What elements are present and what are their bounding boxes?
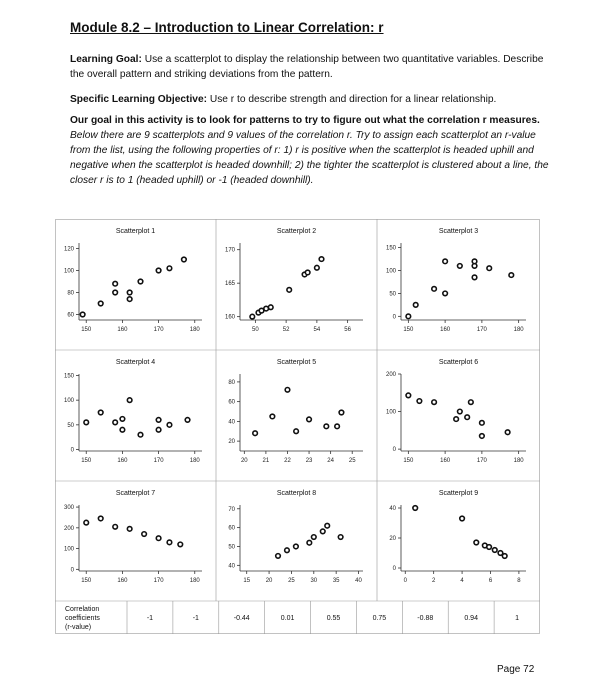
scatterplot-9-x-tick-label: 4 — [460, 578, 464, 584]
scatterplot-3-point — [509, 273, 514, 278]
correlation-value: 1 — [515, 615, 520, 622]
scatterplot-5-point — [335, 424, 340, 429]
scatterplot-3-point — [413, 303, 418, 308]
scatterplot-4-point — [98, 410, 103, 415]
scatterplot-9-title: Scatterplot 9 — [438, 490, 479, 497]
scatterplot-7-point — [167, 540, 172, 545]
correlation-value: 0.75 — [372, 615, 387, 622]
scatterplot-2-title: Scatterplot 2 — [276, 228, 317, 235]
scatterplot-4-y-tick-label: 100 — [63, 398, 74, 405]
scatterplot-7-point — [127, 527, 132, 532]
scatterplot-4-point — [127, 398, 132, 403]
scatterplot-3-point — [443, 259, 448, 264]
scatterplot-3-point — [432, 287, 437, 292]
scatterplot-1-x-tick-label: 170 — [153, 327, 164, 333]
learning-goal-text: Use a scatterplot to display the relationship between two quantitative variables. Describe the overall pattern and striking deviations from the pattern. — [70, 54, 544, 80]
scatterplot-6-point — [469, 400, 474, 405]
scatterplot-1-y-tick-label: 60 — [67, 312, 74, 319]
scatterplot-grid — [55, 219, 540, 634]
scatterplot-6-y-tick-label: 200 — [385, 372, 396, 378]
scatterplot-4-y-tick-label: 0 — [70, 447, 74, 454]
scatterplot-2-x-tick-label: 50 — [252, 327, 259, 333]
scatterplot-7-x-tick-label: 150 — [81, 578, 92, 584]
scatterplot-1-point — [80, 312, 85, 317]
page-number: Page 72 — [497, 664, 535, 675]
scatterplot-8-x-tick-label: 35 — [332, 578, 340, 584]
correlation-value: -1 — [192, 615, 199, 622]
scatterplot-8-point — [312, 535, 317, 540]
scatterplot-1-point — [113, 290, 118, 295]
scatterplot-7-point — [113, 524, 118, 529]
scatterplot-9-point — [502, 554, 507, 559]
scatterplot-9-y-tick-label: 0 — [392, 566, 396, 572]
scatterplot-4-x-tick-label: 170 — [153, 458, 164, 464]
scatterplot-8-point — [338, 535, 343, 540]
scatterplot-7-x-tick-label: 170 — [153, 578, 164, 584]
scatterplot-9-x-tick-label: 8 — [517, 578, 521, 584]
scatterplot-5-y-tick-label: 60 — [228, 399, 235, 406]
scatterplot-3-point — [443, 291, 448, 296]
scatterplot-9-y-tick-label: 20 — [389, 536, 396, 542]
scatterplot-9-point — [487, 545, 492, 550]
scatterplot-3-x-tick-label: 160 — [440, 327, 451, 333]
scatterplot-5-point — [285, 387, 290, 392]
scatterplot-4-point — [120, 427, 125, 432]
scatterplot-3-y-tick-label: 0 — [392, 314, 396, 321]
scatterplot-5-point — [339, 410, 344, 415]
scatterplot-1-x-tick-label: 150 — [81, 327, 92, 333]
scatterplot-4-y-tick-label: 150 — [63, 373, 74, 380]
scatterplot-9-point — [492, 548, 497, 553]
scatterplot-2-y-tick-label: 165 — [224, 281, 235, 288]
scatterplot-3-x-tick-label: 150 — [403, 327, 414, 333]
scatterplot-9-x-tick-label: 6 — [488, 578, 493, 584]
scatterplot-3-point — [472, 259, 477, 264]
scatterplot-7-x-tick-label: 180 — [189, 578, 200, 584]
scatterplot-5-x-tick-label: 24 — [327, 458, 334, 464]
scatterplot-6-y-tick-label: 100 — [385, 409, 396, 416]
specific-objective-text: Use r to describe strength and direction for a linear relationship. — [209, 94, 497, 105]
scatterplot-8-x-tick-label: 15 — [243, 578, 251, 584]
scatterplot-1-point — [127, 297, 132, 302]
scatterplot-3-x-tick-label: 170 — [476, 327, 487, 333]
scatterplot-6-y-tick-label: 0 — [392, 447, 396, 454]
scatterplot-7-y-tick-label: 0 — [70, 567, 74, 574]
scatterplot-6-point — [480, 434, 485, 439]
scatterplot-1-point — [98, 301, 103, 306]
correlation-value: 0.55 — [326, 615, 341, 622]
scatterplot-8-y-tick-label: 70 — [228, 506, 235, 513]
scatterplot-7-point — [142, 532, 147, 537]
scatterplot-7-point — [98, 516, 103, 521]
scatterplot-6-point — [505, 430, 510, 435]
scatterplot-1-point — [182, 257, 187, 262]
correlation-value: -0.88 — [417, 615, 434, 622]
scatterplot-1-x-tick-label: 160 — [117, 327, 128, 333]
scatterplot-3-x-tick-label: 180 — [513, 327, 524, 333]
scatterplot-5-x-tick-label: 22 — [284, 458, 291, 464]
scatterplot-grid-svg — [55, 219, 540, 634]
scatterplot-8-x-tick-label: 40 — [355, 578, 362, 584]
scatterplot-8-y-tick-label: 40 — [228, 563, 235, 570]
scatterplot-5-y-tick-label: 80 — [228, 379, 235, 386]
scatterplot-5-x-tick-label: 23 — [305, 458, 313, 464]
specific-objective — [70, 92, 550, 107]
scatterplot-9-point — [413, 506, 418, 511]
scatterplot-6-x-tick-label: 160 — [440, 458, 451, 464]
scatterplot-2-x-tick-label: 56 — [344, 327, 351, 333]
correlation-value: 0.94 — [464, 615, 478, 622]
scatterplot-2-point — [319, 257, 324, 262]
scatterplot-1-point — [113, 281, 118, 286]
scatterplot-8-point — [294, 544, 299, 549]
correlation-value: -0.44 — [233, 615, 250, 622]
scatterplot-6-point — [458, 409, 463, 414]
scatterplot-6-point — [432, 400, 437, 405]
scatterplot-4-point — [167, 423, 172, 428]
scatterplot-2-y-tick-label: 170 — [224, 247, 235, 254]
scatterplot-3-y-tick-label: 100 — [385, 268, 396, 275]
scatterplot-9-x-tick-label: 0 — [403, 578, 407, 584]
scatterplot-8-y-tick-label: 50 — [228, 544, 235, 551]
scatterplot-1-title: Scatterplot 1 — [115, 228, 156, 235]
scatterplot-6-point — [454, 417, 459, 422]
correlation-value: -1 — [146, 615, 154, 622]
scatterplot-1-point — [156, 268, 161, 273]
correlation-row-label: Correlation — [65, 606, 100, 613]
scatterplot-1-y-tick-label: 120 — [63, 246, 74, 253]
grid-border — [56, 220, 540, 634]
scatterplot-9-point — [460, 516, 465, 521]
scatterplot-8-point — [307, 540, 312, 545]
goal-paragraph-italic: Below there are 9 scatterplots and 9 values of the correlation r. Try to assign each scatterplot an r-value from the list, using the following properties of r: 1) r is positive when the scatterplot is headed uphill and negative when the scatterplot is headed downhill; 2) the tighter the scatterplot is clustered about a line, the closer r is to 1 (headed uphill) or -1 (headed downhill). — [70, 130, 549, 186]
scatterplot-1-point — [167, 266, 172, 271]
scatterplot-3-point — [472, 275, 477, 280]
scatterplot-5-point — [324, 424, 329, 429]
scatterplot-9-x-tick-label: 2 — [431, 578, 436, 584]
scatterplot-4-y-tick-label: 50 — [67, 422, 74, 429]
scatterplot-6-title: Scatterplot 6 — [438, 359, 479, 366]
scatterplot-6-point — [465, 415, 470, 420]
scatterplot-4-point — [138, 432, 143, 437]
scatterplot-4-x-tick-label: 160 — [117, 458, 128, 464]
scatterplot-8-point — [276, 554, 281, 559]
scatterplot-4-point — [156, 427, 161, 432]
scatterplot-8-point — [320, 529, 325, 534]
scatterplot-6-x-tick-label: 180 — [513, 458, 524, 464]
scatterplot-6-x-tick-label: 170 — [476, 458, 487, 464]
scatterplot-8-x-tick-label: 25 — [288, 578, 295, 584]
scatterplot-9-point — [474, 540, 479, 545]
scatterplot-5-y-tick-label: 40 — [228, 419, 235, 426]
scatterplot-4-point — [113, 420, 118, 425]
scatterplot-7-y-tick-label: 300 — [63, 505, 74, 512]
correlation-row-label: (r-value) — [65, 624, 92, 631]
scatterplot-1-point — [138, 279, 143, 284]
scatterplot-8-x-tick-label: 20 — [265, 578, 273, 584]
scatterplot-4-point — [84, 420, 89, 425]
scatterplot-1-y-tick-label: 80 — [67, 290, 74, 297]
scatterplot-2-point — [250, 314, 255, 319]
scatterplot-6-point — [406, 393, 411, 398]
scatterplot-8-y-tick-label: 60 — [228, 525, 235, 532]
scatterplot-7-point — [84, 520, 89, 525]
learning-goal — [70, 52, 550, 82]
scatterplot-1-x-tick-label: 180 — [189, 327, 200, 333]
scatterplot-3-title: Scatterplot 3 — [438, 228, 479, 235]
scatterplot-7-y-tick-label: 100 — [63, 546, 74, 553]
scatterplot-2-x-tick-label: 52 — [282, 327, 290, 333]
scatterplot-8-point — [285, 548, 290, 553]
scatterplot-5-point — [253, 431, 258, 436]
scatterplot-5-point — [270, 414, 275, 419]
scatterplot-4-title: Scatterplot 4 — [115, 359, 156, 366]
scatterplot-1-point — [127, 290, 132, 295]
scatterplot-7-point — [156, 536, 161, 541]
scatterplot-7-x-tick-label: 160 — [117, 578, 128, 584]
scatterplot-5-x-tick-label: 25 — [348, 458, 356, 464]
scatterplot-5-x-tick-label: 20 — [240, 458, 248, 464]
scatterplot-3-y-tick-label: 50 — [389, 291, 396, 298]
scatterplot-7-title: Scatterplot 7 — [115, 490, 156, 497]
correlation-row-label: coefficients — [65, 615, 100, 622]
scatterplot-3-point — [458, 264, 463, 269]
correlation-value: 0.01 — [280, 615, 295, 622]
scatterplot-7-point — [178, 542, 183, 547]
scatterplot-2-x-tick-label: 54 — [313, 327, 321, 333]
scatterplot-3-y-tick-label: 150 — [385, 245, 396, 252]
scatterplot-5-y-tick-label: 20 — [228, 439, 235, 446]
scatterplot-8-x-tick-label: 30 — [310, 578, 318, 584]
scatterplot-5-point — [307, 417, 312, 422]
scatterplot-3-point — [406, 314, 411, 319]
scatterplot-5-title: Scatterplot 5 — [276, 359, 317, 366]
scatterplot-4-point — [156, 418, 161, 423]
learning-goal-label: Learning Goal: — [70, 54, 142, 65]
page-title: Module 8.2 – Introduction to Linear Correlation: r — [70, 20, 384, 35]
scatterplot-5-point — [294, 429, 299, 434]
scatterplot-5-x-tick-label: 21 — [262, 458, 270, 464]
scatterplot-6-point — [417, 399, 422, 404]
goal-paragraph — [70, 113, 550, 188]
scatterplot-7-y-tick-label: 200 — [63, 525, 74, 532]
scatterplot-8-point — [325, 523, 330, 528]
scatterplot-6-point — [480, 421, 485, 426]
scatterplot-8-title: Scatterplot 8 — [276, 490, 317, 497]
scatterplot-4-x-tick-label: 150 — [81, 458, 92, 464]
scatterplot-2-point — [268, 305, 273, 310]
scatterplot-2-point — [305, 270, 310, 275]
scatterplot-2-point — [315, 265, 320, 270]
scatterplot-4-point — [185, 418, 190, 423]
scatterplot-9-y-tick-label: 40 — [389, 506, 396, 512]
specific-objective-label: Specific Learning Objective: — [70, 94, 208, 105]
scatterplot-2-y-tick-label: 160 — [224, 314, 235, 321]
scatterplot-2-point — [287, 288, 292, 293]
scatterplot-4-x-tick-label: 180 — [189, 458, 200, 464]
goal-paragraph-bold: Our goal in this activity is to look for patterns to try to figure out what the correlation r measures. — [70, 115, 540, 126]
scatterplot-1-y-tick-label: 100 — [63, 268, 74, 275]
scatterplot-6-x-tick-label: 150 — [403, 458, 414, 464]
scatterplot-3-point — [487, 266, 492, 271]
scatterplot-4-point — [120, 417, 125, 422]
